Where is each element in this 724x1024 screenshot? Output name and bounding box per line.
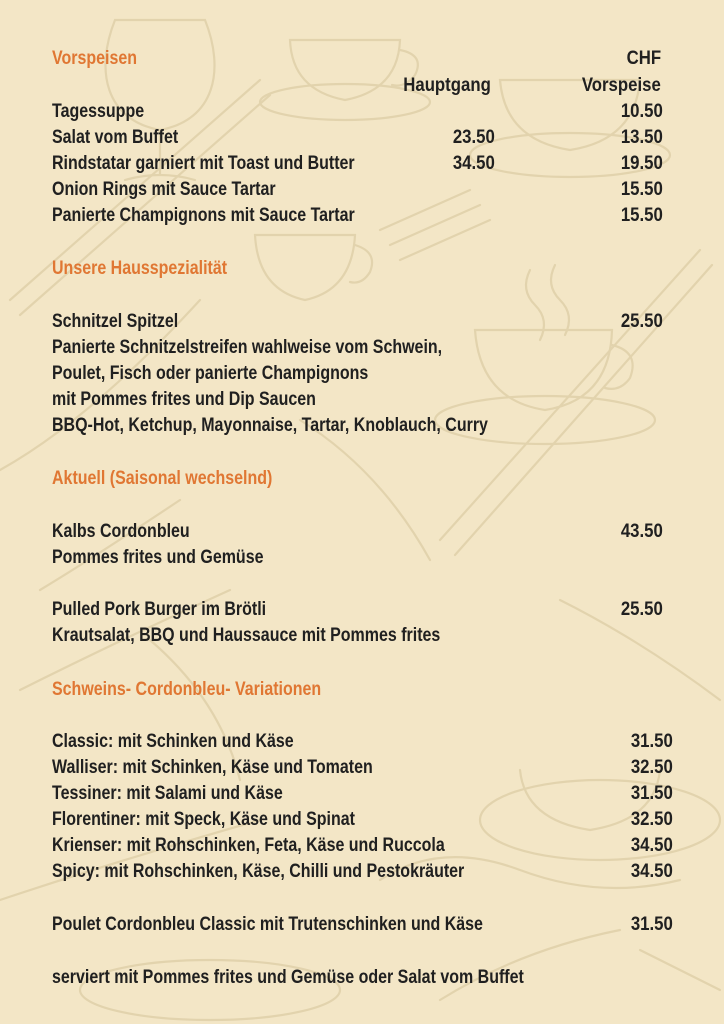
menu-item-price: 32.50 [631, 808, 673, 830]
menu-item-starter-price: 19.50 [621, 152, 663, 174]
menu-item-description: Poulet, Fisch oder panierte Champignons [52, 362, 369, 384]
menu-item-main-price: 34.50 [453, 152, 495, 174]
section-title-aktuell: Aktuell (Saisonal wechselnd) [52, 467, 273, 489]
menu-item-name: Krienser: mit Rohschinken, Feta, Käse und Ruccola [52, 834, 445, 856]
section-title-hausspezialitaet: Unsere Hausspezialität [52, 257, 228, 279]
column-header-starter: Vorspeise [582, 74, 661, 96]
menu-item-name: Walliser: mit Schinken, Käse und Tomaten [52, 756, 373, 778]
menu-item-description: Krautsalat, BBQ und Haussauce mit Pommes frites [52, 624, 441, 646]
menu-item-name: Classic: mit Schinken und Käse [52, 730, 294, 752]
menu-item-description: Panierte Schnitzelstreifen wahlweise vom Schwein, [52, 336, 443, 358]
section-title-cordonbleu: Schweins- Cordonbleu- Variationen [52, 678, 322, 700]
menu-footer-note: serviert mit Pommes frites und Gemüse oder Salat vom Buffet [52, 966, 524, 988]
menu-item-name: Kalbs Cordonbleu [52, 520, 190, 542]
menu-item-price: 31.50 [631, 782, 673, 804]
menu-item-name: Tessiner: mit Salami und Käse [52, 782, 283, 804]
menu-item-description: Pommes frites und Gemüse [52, 546, 264, 568]
column-header-main: Hauptgang [403, 74, 491, 96]
menu-item-price: 31.50 [631, 730, 673, 752]
menu-item-name: Onion Rings mit Sauce Tartar [52, 178, 276, 200]
menu-item-name: Pulled Pork Burger im Brötli [52, 598, 267, 620]
menu-item-price: 25.50 [621, 598, 663, 620]
menu-item-name: Poulet Cordonbleu Classic mit Trutenschinken und Käse [52, 913, 483, 935]
menu-item-name: Tagessuppe [52, 100, 145, 122]
menu-item-name: Rindstatar garniert mit Toast und Butter [52, 152, 355, 174]
menu-item-main-price: 23.50 [453, 126, 495, 148]
menu-item-starter-price: 15.50 [621, 178, 663, 200]
menu-item-price: 34.50 [631, 834, 673, 856]
menu-item-description: mit Pommes frites und Dip Saucen [52, 388, 316, 410]
menu-item-description: BBQ-Hot, Ketchup, Mayonnaise, Tartar, Knoblauch, Curry [52, 414, 488, 436]
menu-item-price: 34.50 [631, 860, 673, 882]
currency-label: CHF [626, 47, 661, 69]
menu-item-price: 31.50 [631, 913, 673, 935]
menu-item-price: 43.50 [621, 520, 663, 542]
section-title-vorspeisen: Vorspeisen [52, 47, 138, 69]
menu-item-name: Schnitzel Spitzel [52, 310, 179, 332]
menu-item-starter-price: 13.50 [621, 126, 663, 148]
menu-item-price: 25.50 [621, 310, 663, 332]
menu-item-name: Salat vom Buffet [52, 126, 179, 148]
menu-item-starter-price: 15.50 [621, 204, 663, 226]
menu-item-name: Spicy: mit Rohschinken, Käse, Chilli und Pestokräuter [52, 860, 465, 882]
menu-item-name: Panierte Champignons mit Sauce Tartar [52, 204, 355, 226]
menu-item-price: 32.50 [631, 756, 673, 778]
menu-item-name: Florentiner: mit Speck, Käse und Spinat [52, 808, 355, 830]
menu-item-starter-price: 10.50 [621, 100, 663, 122]
